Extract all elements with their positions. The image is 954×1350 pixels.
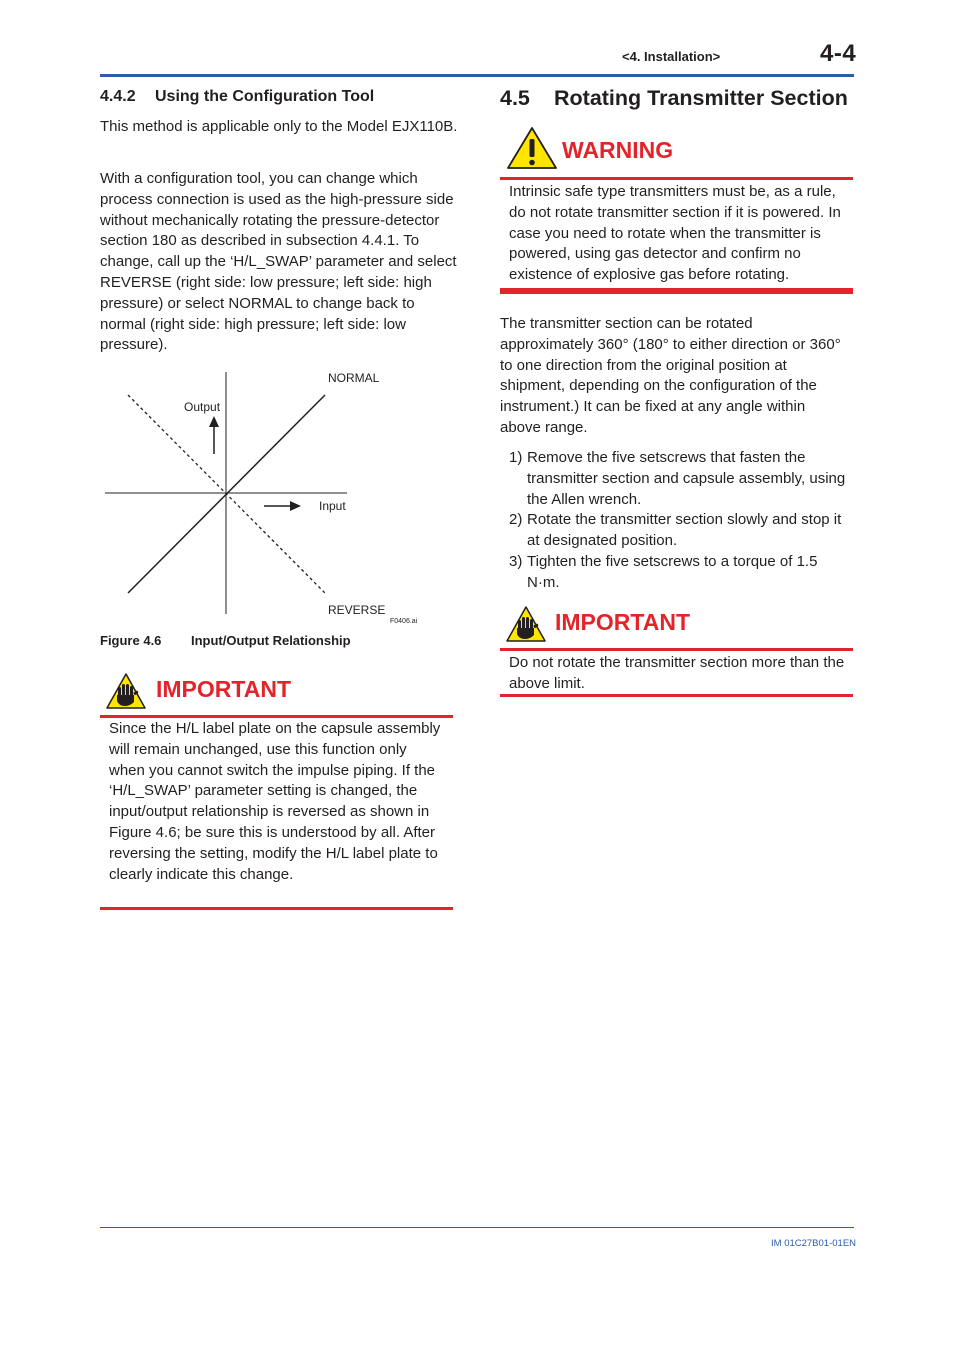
- important-body: Do not rotate the transmitter section more than the above limit.: [509, 654, 845, 692]
- hand-stop-icon: [506, 606, 546, 642]
- step-text: Rotate the transmitter section slowly and stop it at designated position.: [527, 511, 842, 550]
- warning-triangle-icon: [506, 126, 558, 170]
- important-title: IMPORTANT: [555, 609, 691, 635]
- list-item: [509, 448, 854, 510]
- warning-rule-bottom: [500, 288, 853, 294]
- io-relationship-figure: [100, 365, 440, 627]
- subsection-number: 4.4.2: [100, 88, 136, 105]
- important-body: Since the H/L label plate on the capsule assembly will remain unchanged, use this function only when you cannot switch the impulse piping. If the ‘H/L_SWAP’ parameter setting is changed, the input/output relationship is reversed as shown in Figure 4.6; be sure this is understood by all. After reversing the setting, modify the H/L label plate to clearly indicate this change.: [109, 720, 441, 883]
- footer-rule: [100, 1227, 854, 1228]
- warning-body: Intrinsic safe type transmitters must be, as a rule, do not rotate transmitter section if it is powered. In case you need to rotate when the transmitter is powered, using gas detector and confirm no existence of explosive gas before rotating.: [509, 183, 841, 284]
- section-number: 4.5: [500, 86, 530, 110]
- subsection-heading: [100, 88, 374, 106]
- procedure-steps: [509, 448, 854, 594]
- list-item: [509, 552, 854, 594]
- important-rule-bottom: [100, 907, 453, 910]
- paragraph: The transmitter section can be rotated approximately 360° (180° to either direction or 360° to one direction from the original position at shipment, depending on the configuration of the instrument.) It can be fixed at any angle within above range.: [500, 315, 841, 436]
- header-rule: [100, 74, 854, 77]
- document-id: IM 01C27B01-01EN: [771, 1238, 857, 1249]
- page-number: 4-4: [820, 40, 857, 67]
- section-title: Rotating Transmitter Section: [554, 86, 848, 110]
- output-label: Output: [184, 400, 221, 414]
- subsection-title: Using the Configuration Tool: [155, 88, 375, 105]
- chapter-header: <4. Installation>: [622, 49, 721, 64]
- step-number: 3): [509, 552, 523, 570]
- important-rule-bottom: [500, 694, 853, 697]
- figure-title: Input/Output Relationship: [191, 633, 351, 648]
- important-rule-top: [500, 648, 853, 651]
- step-number: 1): [509, 449, 523, 466]
- reverse-label: REVERSE: [328, 603, 386, 617]
- figure-caption: [100, 633, 351, 648]
- section-heading: [500, 86, 848, 111]
- warning-rule-top: [500, 177, 853, 180]
- important-rule-top: [100, 715, 453, 718]
- figure-number: Figure 4.6: [100, 633, 162, 648]
- paragraph: With a configuration tool, you can change which process connection is used as the high-pressure side without mechanically rotating the pressure-detector section 180 as described in subsection 4.4.1. To change, call up the ‘H/L_SWAP’ parameter and select REVERSE (right side: low pressure; left side: high pressure) or select NORMAL to change back to normal (right side: high pressure; left side: low pressure).: [100, 170, 457, 354]
- normal-label: NORMAL: [328, 371, 380, 385]
- list-item: [509, 510, 854, 552]
- paragraph: This method is applicable only to the Model EJX110B.: [100, 118, 458, 135]
- step-text: Tighten the five setscrews to a torque of 1.5 N·m.: [527, 552, 818, 591]
- input-arrow-icon: [264, 501, 301, 511]
- hand-stop-icon: [106, 673, 146, 709]
- figure-file-id: F0406.ai: [390, 618, 418, 625]
- warning-title: WARNING: [562, 137, 674, 163]
- important-title: IMPORTANT: [156, 676, 292, 702]
- input-label: Input: [319, 499, 346, 513]
- output-arrow-icon: [209, 416, 219, 454]
- step-number: 2): [509, 511, 523, 529]
- step-text: Remove the five setscrews that fasten the transmitter section and capsule assembly, using the Allen wrench.: [527, 449, 846, 508]
